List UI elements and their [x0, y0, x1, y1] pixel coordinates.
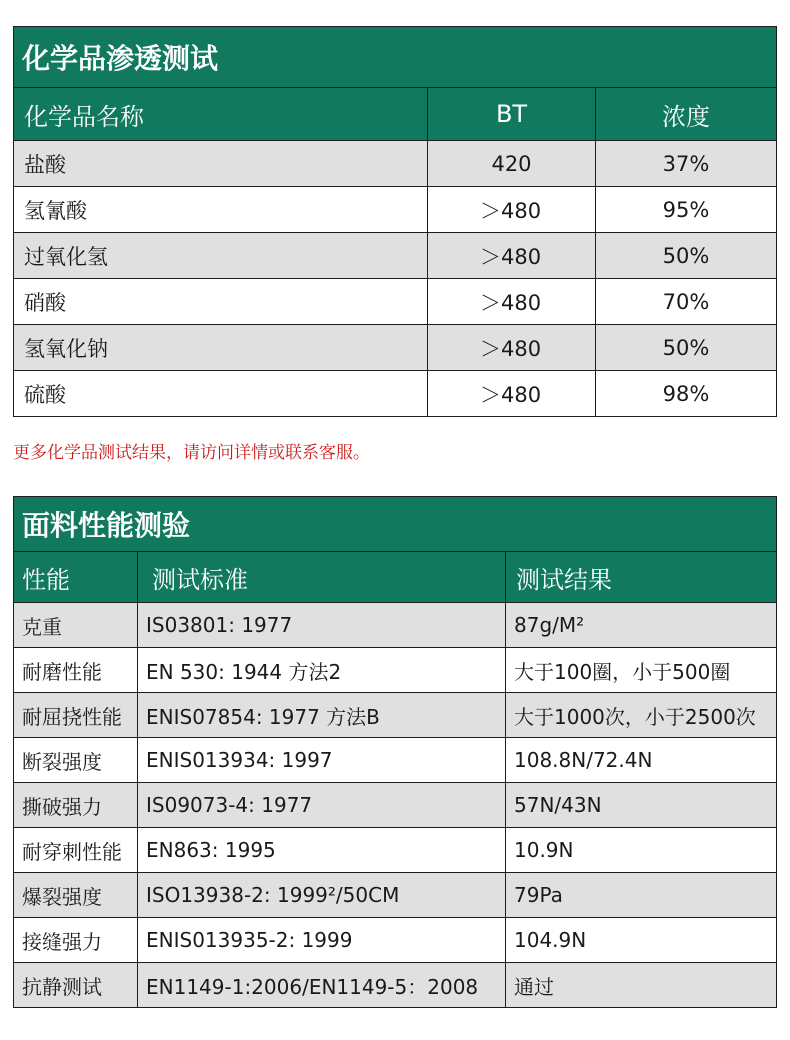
concentration-value: 37% — [596, 141, 777, 187]
col-header-chemical-name: 化学品名称 — [14, 88, 428, 141]
chemical-table-title: 化学品渗透测试 — [14, 27, 777, 88]
table-row — [14, 233, 777, 279]
col-header-property: 性能 — [14, 552, 138, 603]
test-result: 通过 — [506, 963, 777, 1008]
test-result: 79Pa — [506, 873, 777, 918]
test-result: 10.9N — [506, 828, 777, 873]
bt-value: ＞480 — [428, 187, 596, 233]
table-row — [14, 279, 777, 325]
test-result: 大于100圈，小于500圈 — [506, 648, 777, 693]
property-name: 克重 — [14, 603, 138, 648]
property-name: 撕破强力 — [14, 783, 138, 828]
chemical-name: 过氧化氢 — [14, 233, 428, 279]
table-row — [14, 738, 777, 783]
table-row — [14, 325, 777, 371]
bt-value: ＞480 — [428, 325, 596, 371]
property-name: 耐穿刺性能 — [14, 828, 138, 873]
property-name: 耐磨性能 — [14, 648, 138, 693]
concentration-value: 50% — [596, 325, 777, 371]
test-result: 108.8N/72.4N — [506, 738, 777, 783]
table-row — [14, 187, 777, 233]
col-header-concentration: 浓度 — [596, 88, 777, 141]
property-name: 断裂强度 — [14, 738, 138, 783]
table-row — [14, 873, 777, 918]
test-standard: EN 530: 1944 方法2 — [138, 648, 506, 693]
chemical-permeation-table — [13, 26, 777, 417]
concentration-value: 70% — [596, 279, 777, 325]
concentration-value: 50% — [596, 233, 777, 279]
bt-value: ＞480 — [428, 233, 596, 279]
test-standard: IS09073-4: 1977 — [138, 783, 506, 828]
bt-value: 420 — [428, 141, 596, 187]
fabric-table-title: 面料性能测验 — [14, 497, 777, 552]
test-standard: ENIS013934: 1997 — [138, 738, 506, 783]
chemical-name: 氢氰酸 — [14, 187, 428, 233]
concentration-value: 95% — [596, 187, 777, 233]
table-row — [14, 603, 777, 648]
col-header-standard: 测试标准 — [138, 552, 506, 603]
test-result: 大于1000次，小于2500次 — [506, 693, 777, 738]
more-results-note: 更多化学品测试结果，请访问详情或联系客服。 — [13, 443, 370, 463]
chemical-name: 硫酸 — [14, 371, 428, 417]
col-header-result: 测试结果 — [506, 552, 777, 603]
test-standard: IS03801: 1977 — [138, 603, 506, 648]
table-row — [14, 963, 777, 1008]
test-standard: EN1149-1:2006/EN1149-5：2008 — [138, 963, 506, 1008]
chemical-name: 氢氧化钠 — [14, 325, 428, 371]
test-result: 57N/43N — [506, 783, 777, 828]
table-row — [14, 648, 777, 693]
bt-value: ＞480 — [428, 279, 596, 325]
test-result: 104.9N — [506, 918, 777, 963]
property-name: 接缝强力 — [14, 918, 138, 963]
table-row — [14, 783, 777, 828]
bt-value: ＞480 — [428, 371, 596, 417]
property-name: 爆裂强度 — [14, 873, 138, 918]
fabric-performance-table — [13, 496, 777, 1008]
chemical-name: 盐酸 — [14, 141, 428, 187]
property-name: 耐屈挠性能 — [14, 693, 138, 738]
col-header-bt: BT — [428, 88, 596, 141]
table-row — [14, 828, 777, 873]
test-standard: ENIS013935-2: 1999 — [138, 918, 506, 963]
table-row — [14, 693, 777, 738]
test-standard: EN863: 1995 — [138, 828, 506, 873]
chemical-name: 硝酸 — [14, 279, 428, 325]
property-name: 抗静测试 — [14, 963, 138, 1008]
test-result: 87g/M² — [506, 603, 777, 648]
concentration-value: 98% — [596, 371, 777, 417]
table-row — [14, 141, 777, 187]
table-row — [14, 371, 777, 417]
test-standard: ISO13938-2: 1999²/50CM — [138, 873, 506, 918]
test-standard: ENIS07854: 1977 方法B — [138, 693, 506, 738]
table-row — [14, 918, 777, 963]
